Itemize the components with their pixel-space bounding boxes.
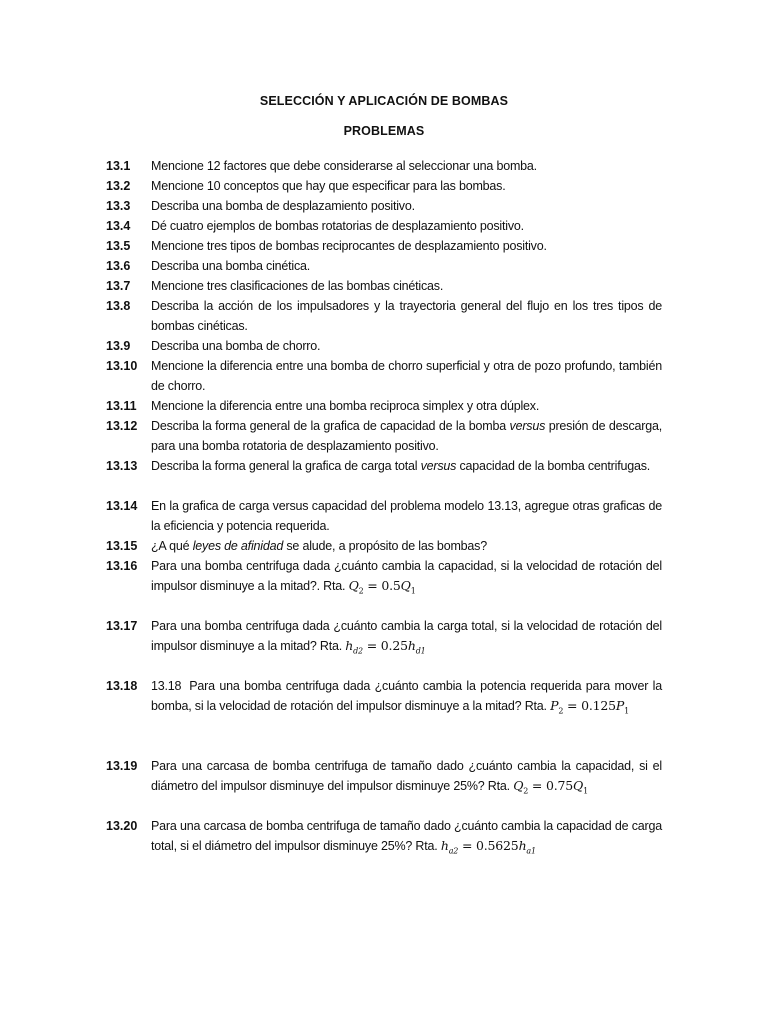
problem-text: Describa la acción de los impulsadores y la trayectoria general del flujo en los tres tipos de bombas cinéticas.: [151, 299, 662, 333]
problem-item: [106, 176, 662, 196]
problem-item: [106, 396, 662, 416]
problem-number: 13.17: [106, 619, 138, 633]
eq-symbol: Q: [348, 578, 359, 593]
problem-number: 13.8: [106, 299, 131, 313]
problem-number: 13.15: [106, 539, 138, 553]
eq-subscript: 1: [583, 786, 588, 796]
eq-coefficient: 0.75: [545, 778, 574, 793]
problem-text: [151, 416, 662, 456]
eq-symbol: h: [345, 638, 354, 653]
problem-number: 13.2: [106, 179, 131, 193]
problem-text: Mencione la diferencia entre una bomba reciproca simplex y otra dúplex.: [151, 399, 540, 413]
problem-item: [106, 456, 662, 476]
problem-text: [151, 556, 662, 602]
text-segment: se alude, a propósito de las bombas?: [283, 539, 487, 553]
emphasis-text: versus: [420, 459, 457, 473]
eq-subscript: 2: [523, 786, 529, 796]
problem-number: 13.14: [106, 499, 138, 513]
text-segment: Describa la forma general de la grafica de capacidad de la bomba: [151, 419, 510, 433]
eq-subscript: a2: [448, 846, 459, 856]
eq-symbol: h: [407, 638, 416, 653]
problem-text: [151, 616, 662, 662]
answer-equation: $Q_2 = 0.75Q_1$: [513, 778, 588, 796]
eq-coefficient: 0.125: [581, 698, 616, 713]
text-segment: ¿A qué: [151, 539, 193, 553]
problem-number: 13.16: [106, 559, 138, 573]
problem-item: [106, 556, 662, 602]
problem-text: [151, 456, 662, 476]
problem-item: [106, 816, 662, 862]
problem-item: [106, 276, 662, 296]
problem-item: [106, 336, 662, 356]
problem-item: [106, 216, 662, 236]
eq-symbol: h: [440, 838, 449, 853]
emphasis-text: versus: [509, 419, 546, 433]
text-segment: presión de descarga, para una bomba rotatoria de desplazamiento positivo.: [151, 419, 663, 453]
problem-item: [106, 296, 662, 336]
problem-number: 13.13: [106, 459, 138, 473]
eq-subscript: 1: [410, 586, 416, 596]
eq-symbol: Q: [513, 778, 524, 793]
problem-number: 13.5: [106, 239, 131, 253]
answer-equation: $P_2 = 0.125P_1$: [550, 698, 629, 716]
problem-number: 13.20: [106, 819, 138, 833]
problem-text: Describa una bomba de chorro.: [151, 339, 321, 353]
problem-text: Mencione 10 conceptos que hay que especificar para las bombas.: [151, 179, 506, 193]
eq-subscript: a1: [526, 846, 536, 856]
problem-item: [106, 156, 662, 176]
eq-symbol: Q: [573, 778, 584, 793]
problem-text: Describa una bomba cinética.: [151, 259, 311, 273]
eq-subscript: d2: [353, 646, 363, 656]
problem-number: 13.12: [106, 419, 138, 433]
answer-equation: $Q_2 = 0.5Q_1$: [348, 578, 416, 596]
problem-number: 13.4: [106, 219, 131, 233]
problem-text: Mencione tres clasificaciones de las bombas cinéticas.: [151, 279, 444, 293]
problem-item: [106, 676, 662, 722]
eq-coefficient: 0.25: [380, 638, 408, 653]
problem-number: 13.18: [106, 679, 138, 693]
text-segment: Describa la forma general la grafica de carga total: [151, 459, 421, 473]
problem-text: Dé cuatro ejemplos de bombas rotatorias de desplazamiento positivo.: [151, 219, 524, 233]
eq-symbol: P: [550, 698, 559, 713]
problem-item: [106, 256, 662, 276]
eq-subscript: d1: [415, 646, 426, 656]
problem-text: Mencione la diferencia entre una bomba de chorro superficial y otra de pozo profundo, también de chorro.: [151, 359, 662, 393]
problem-number: 13.10: [106, 359, 138, 373]
answer-equation: $h_{a2} = 0.5625h_{a1}$: [440, 838, 536, 856]
text-segment: Para una carcasa de bomba centrifuga de tamaño dado ¿cuánto cambia la capacidad de carga total, si el diámetro del impulsor disminuye 25%? Rta.: [151, 819, 662, 853]
problem-text: Mencione 12 factores que debe considerarse al seleccionar una bomba.: [151, 159, 537, 173]
problem-text: Describa una bomba de desplazamiento positivo.: [151, 199, 415, 213]
problem-number-repeat: 13.18: [151, 679, 182, 693]
problem-item: [106, 356, 662, 396]
problem-text: [151, 676, 662, 722]
eq-coefficient: 0.5625: [476, 838, 519, 853]
text-segment: Para una bomba centrifuga dada ¿cuánto cambia la potencia requerida para mover la bomba, si la velocidad de rotación del impulsor disminuye a la mitad? Rta.: [151, 679, 662, 713]
problem-text: [151, 536, 662, 556]
problem-number: 13.7: [106, 279, 131, 293]
problem-text: [151, 816, 662, 862]
eq-subscript: 1: [624, 706, 629, 716]
problem-item: [106, 496, 662, 536]
problem-number: 13.1: [106, 159, 131, 173]
text-segment: Para una bomba centrifuga dada ¿cuánto cambia la carga total, si la velocidad de rotación del impulsor disminuye a la mitad? Rta.: [151, 619, 662, 653]
text-segment: Para una carcasa de bomba centrifuga de tamaño dado ¿cuánto cambia la capacidad, si el diámetro del impulsor disminuye del impulsor disminuye 25%? Rta.: [151, 759, 662, 793]
problem-item: [106, 536, 662, 556]
eq-coefficient: 0.5: [381, 578, 401, 593]
problem-number: 13.6: [106, 259, 131, 273]
problem-item: [106, 196, 662, 216]
problem-item: [106, 616, 662, 662]
problem-item: [106, 236, 662, 256]
eq-subscript: 2: [358, 586, 364, 596]
eq-symbol: h: [518, 838, 527, 853]
problem-number: 13.3: [106, 199, 131, 213]
answer-equation: $h_{d2} = 0.25h_{d1}$: [345, 638, 426, 656]
eq-symbol: P: [615, 698, 625, 713]
problem-text: Mencione tres tipos de bombas reciprocantes de desplazamiento positivo.: [151, 239, 547, 253]
text-segment: capacidad de la bomba centrifugas.: [456, 459, 651, 473]
problem-item: [106, 416, 662, 456]
problem-text: [151, 756, 662, 802]
emphasis-text: leyes de afinidad: [192, 539, 284, 553]
problem-number: 13.9: [106, 339, 131, 353]
problem-number: 13.19: [106, 759, 138, 773]
eq-symbol: Q: [400, 578, 411, 593]
text-segment: Para una bomba centrifuga dada ¿cuánto cambia la capacidad, si la velocidad de rotación del impulsor disminuye a la mitad?. Rta.: [151, 559, 662, 593]
problem-text: En la grafica de carga versus capacidad del problema modelo 13.13, agregue otras graficas de la eficiencia y potencia requerida.: [151, 499, 662, 533]
problem-item: [106, 756, 662, 802]
eq-subscript: 2: [558, 706, 564, 716]
document-subtitle: PROBLEMAS: [343, 124, 425, 138]
problem-number: 13.11: [106, 399, 137, 413]
document-title: SELECCIÓN Y APLICACIÓN DE BOMBAS: [259, 94, 509, 108]
